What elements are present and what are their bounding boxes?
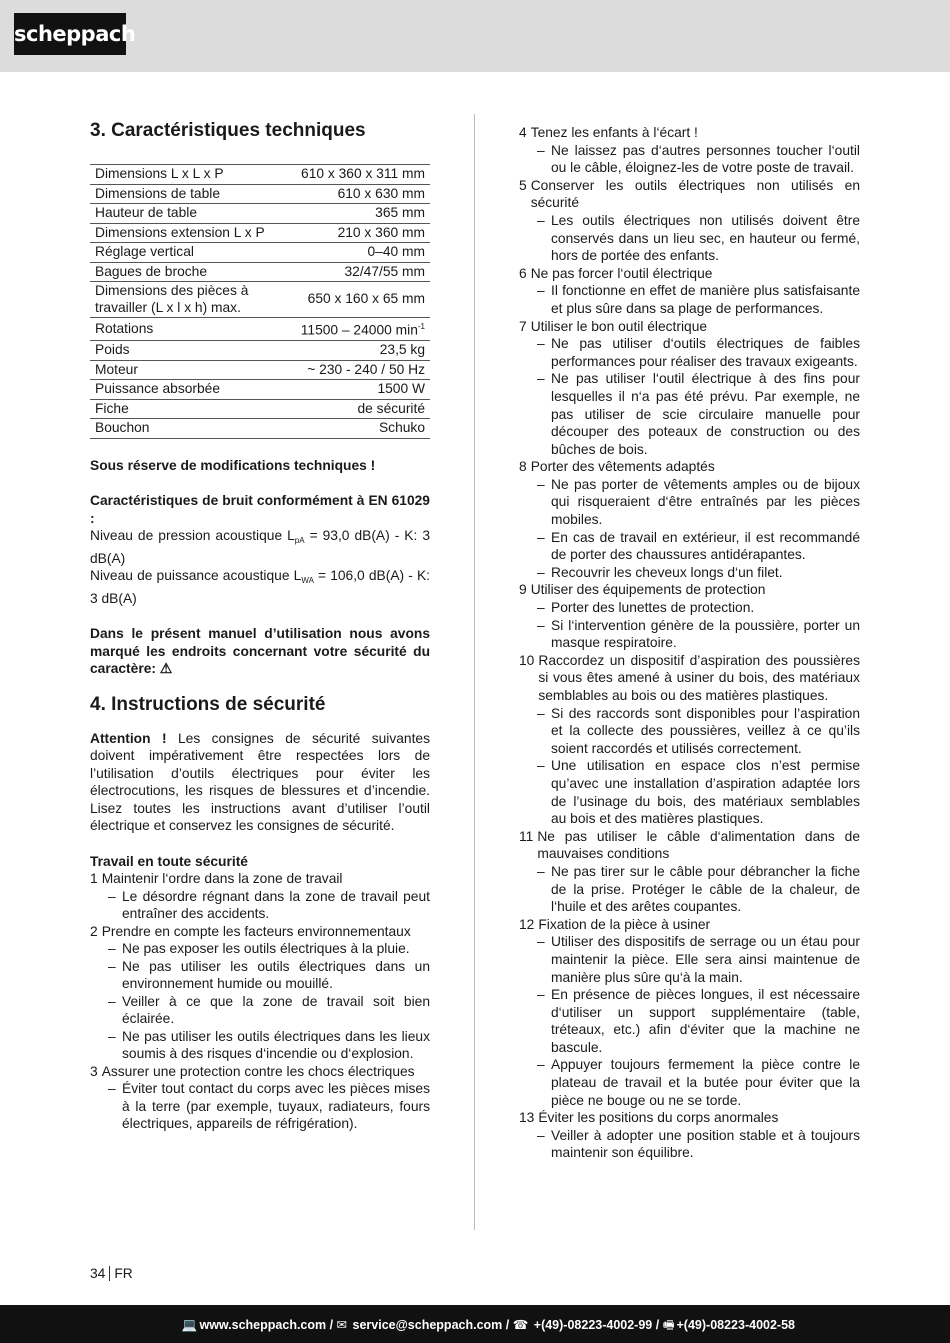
- safety-item: [519, 581, 860, 651]
- column-divider: [474, 114, 475, 1230]
- spec-value: 365 mm: [270, 204, 430, 224]
- item-subpoint: – Les outils électriques non utilisés doivent être conservés dans un lieu sec, en hauteur ou fermé, hors de portée des enfants.: [537, 212, 860, 264]
- spec-value: 650 x 160 x 65 mm: [270, 282, 430, 318]
- item-subpoint: – Utiliser des dispositifs de serrage ou un étau pour maintenir la pièce. Elle sera ainsi maintenue de manière plus sûre qu‘à la main.: [537, 934, 860, 985]
- item-number: 2: [90, 923, 98, 939]
- spec-label: Fiche: [90, 399, 270, 419]
- item-heading: Conserver les outils électriques non utilisés en sécurité: [530, 177, 860, 211]
- spec-label: Réglage vertical: [90, 243, 270, 263]
- spec-label: Dimensions L x L x P: [90, 165, 270, 185]
- spec-value: 1500 W: [270, 380, 430, 400]
- noise-title: Caractéristiques de bruit conformément à EN 61029 :: [90, 493, 430, 526]
- computer-icon: 💻: [181, 1318, 198, 1332]
- spec-label: Rotations: [90, 318, 270, 341]
- attention-paragraph: Attention ! Les consignes de sécurité suivantes doivent impérativement être respectées lors de l’utilisation d’outils électriques pour éviter les électrocutions, les risques de blessures et d’incendie. Lisez toutes les instructions avant d’utiliser l’outil électrique et conservez les consignes de sécurité.: [90, 730, 430, 834]
- safety-item: [519, 265, 860, 318]
- item-subpoint: – Éviter tout contact du corps avec les pièces mises à la terre (par exemple, tuyaux, radiateurs, fours électriques, appareils de réfrigération).: [108, 1081, 430, 1132]
- spec-label: Dimensions extension L x P: [90, 223, 270, 243]
- section-4-title: 4. Instructions de sécurité: [90, 693, 326, 715]
- item-heading: Éviter les positions du corps anormales: [538, 1110, 779, 1126]
- email-link[interactable]: service@scheppach.com: [352, 1318, 503, 1332]
- page-number: 34 FR: [90, 1266, 133, 1281]
- item-subpoint: – Ne pas exposer les outils électriques à la pluie.: [108, 941, 410, 957]
- spec-row: [90, 399, 430, 419]
- email-icon: ✉: [336, 1318, 348, 1332]
- item-heading: Prendre en compte les facteurs environnementaux: [101, 923, 411, 939]
- item-subpoint: – Ne laissez pas d‘autres personnes toucher l‘outil ou le câble, éloignez-les de votre poste de travail.: [537, 142, 860, 176]
- safety-item: [90, 870, 430, 923]
- spec-label: Bagues de broche: [90, 262, 270, 282]
- item-heading: Tenez les enfants à l‘écart !: [530, 125, 698, 140]
- safety-item: [519, 177, 860, 265]
- spec-label: Puissance absorbée: [90, 380, 270, 400]
- work-safety-title: Travail en toute sécurité: [90, 853, 248, 869]
- safety-item: [519, 828, 860, 916]
- specs-table: [90, 164, 430, 439]
- item-subpoint: – Ne pas utiliser l‘outil électrique à des fins pour lesquelles il n‘a pas été prévu. Par exemple, ne pas utiliser de scie circulaire manuelle pour découper des poteaux de construction ou des bûches de bois.: [537, 371, 860, 457]
- item-subpoint: – Le désordre régnant dans la zone de travail peut entraîner des accidents.: [108, 888, 430, 922]
- item-number: 3: [90, 1063, 98, 1079]
- item-number: 5: [519, 177, 527, 193]
- right-column: [519, 124, 860, 1162]
- item-number: 8: [519, 459, 527, 475]
- item-subpoint: – Porter des lunettes de protection.: [537, 600, 755, 616]
- safety-item: [519, 1109, 860, 1162]
- safety-item: [90, 923, 430, 1063]
- spec-value: 23,5 kg: [270, 341, 430, 361]
- item-number: 9: [519, 582, 527, 598]
- spec-row: [90, 204, 430, 224]
- safety-item: [90, 1063, 430, 1133]
- spec-row: [90, 262, 430, 282]
- item-heading: Utiliser des équipements de protection: [530, 582, 766, 598]
- item-heading: Utiliser le bon outil électrique: [530, 318, 708, 334]
- footer-bar: 💻 www.scheppach.com / ✉ service@scheppach.com / ☎ +(49)-08223-4002-99 / 🖷 +(49)-08223-4002-58: [0, 1305, 950, 1343]
- item-heading: Ne pas utiliser le câble d‘alimentation dans de mauvaises conditions: [537, 828, 860, 862]
- item-number: 7: [519, 318, 527, 334]
- spec-value: de sécurité: [270, 399, 430, 419]
- noise-power: Niveau de puissance acoustique $L_{WA} = 106,0$ dB(A) - K: 3 dB(A): [90, 568, 430, 606]
- item-subpoint: – Ne pas tirer sur le câble pour débrancher la fiche de la prise. Protéger le câble de la chaleur, de l‘huile et des arêtes coupantes.: [537, 863, 860, 915]
- reserve-note: Sous réserve de modifications techniques !: [90, 457, 376, 473]
- safety-item: [519, 124, 860, 177]
- phone-icon: ☎: [512, 1318, 529, 1332]
- spec-row: [90, 165, 430, 185]
- spec-value: 610 x 360 x 311 mm: [270, 165, 430, 185]
- item-subpoint: – Si l‘intervention génère de la poussière, porter un masque respiratoire.: [537, 617, 860, 651]
- item-heading: Assurer une protection contre les chocs électriques: [101, 1063, 415, 1079]
- item-subpoint: – Une utilisation en espace clos n’est permise qu’avec une installation d’aspiration adaptée lors de l’usinage du bois, des matériaux semblables au bois et des matières plastiques.: [537, 758, 860, 827]
- spec-row: [90, 318, 430, 341]
- spec-row: [90, 184, 430, 204]
- safety-item: [519, 916, 860, 1110]
- item-subpoint: – En présence de pièces longues, il est nécessaire d‘utiliser un support supplémentaire (table, tréteaux, etc.) afin d‘éviter que la machine ne bascule.: [537, 987, 860, 1055]
- item-subpoint: – Ne pas utiliser les outils électriques dans les lieux soumis à des risques d‘incendie ou d‘explosion.: [108, 1028, 430, 1062]
- item-subpoint: – Il fonctionne en effet de manière plus satisfaisante et plus sûre dans sa plage de performances.: [537, 283, 860, 316]
- item-subpoint: – Appuyer toujours fermement la pièce contre le plateau de travail et la butée pour éviter que la pièce ne bouge ou ne se torde.: [537, 1057, 860, 1108]
- spec-value: Schuko: [270, 419, 430, 439]
- item-heading: Maintenir l‘ordre dans la zone de travail: [101, 871, 343, 887]
- item-subpoint: – Si des raccords sont disponibles pour l’aspiration et la collecte des poussières, veillez à ce qu’ils soient raccordés et utilisés correctement.: [537, 705, 860, 756]
- item-number: 1: [90, 871, 98, 887]
- item-subpoint: – Veiller à adopter une position stable et à toujours maintenir son équilibre.: [537, 1127, 860, 1161]
- spec-row: [90, 380, 430, 400]
- safety-list-left: [90, 870, 430, 1133]
- spec-row: [90, 243, 430, 263]
- spec-label: Hauteur de table: [90, 204, 270, 224]
- safety-item: [519, 318, 860, 459]
- safety-item: [519, 652, 860, 828]
- spec-label: Dimensions des pièces à travailler (L x l x h) max.: [90, 282, 270, 318]
- left-column: [90, 118, 430, 1133]
- header-bar: [0, 0, 950, 72]
- spec-value: 11500 – 24000 $\min^{-1}$: [270, 318, 430, 341]
- spec-value: ~ 230 - 240 / 50 Hz: [270, 360, 430, 380]
- item-heading: Fixation de la pièce à usiner: [538, 916, 711, 932]
- spec-label: Dimensions de table: [90, 184, 270, 204]
- website-link[interactable]: www.scheppach.com: [199, 1318, 327, 1332]
- item-number: 10: [519, 652, 535, 668]
- spec-label: Poids: [90, 341, 270, 361]
- item-subpoint: – Veiller à ce que la zone de travail soit bien éclairée.: [108, 993, 430, 1027]
- safety-symbol-note: Dans le présent manuel d’utilisation nous avons marqué les endroits concernant votre sécurité du caractère: ⚠: [90, 626, 430, 677]
- spec-value: 0–40 mm: [270, 243, 430, 263]
- item-heading: Raccordez un dispositif d’aspiration des poussières si vous êtes amené à usiner du bois, des matériaux semblables au bois ou des matières plastiques.: [538, 652, 860, 703]
- safety-item: [519, 458, 860, 581]
- item-subpoint: – Recouvrir les cheveux longs d‘un filet.: [537, 564, 783, 580]
- noise-pressure: Niveau de pression acoustique $L_{pA} = 93,0$ dB(A) - K: 3 dB(A): [90, 528, 430, 566]
- scheppach-logo: scheppach: [14, 13, 126, 55]
- fax-icon: 🖷: [662, 1318, 675, 1332]
- item-subpoint: – En cas de travail en extérieur, il est recommandé de porter des chaussures antidérapantes.: [537, 529, 860, 563]
- spec-row: [90, 360, 430, 380]
- fax-number: +(49)-08223-4002-58: [676, 1318, 795, 1332]
- spec-row: [90, 419, 430, 439]
- item-number: 4: [519, 125, 527, 140]
- item-number: 13: [519, 1110, 535, 1126]
- item-subpoint: – Ne pas utiliser d‘outils électriques de faibles performances pour réaliser des travaux exigeants.: [537, 336, 860, 369]
- spec-value: 32/47/55 mm: [270, 262, 430, 282]
- item-heading: Ne pas forcer l‘outil électrique: [530, 265, 713, 281]
- spec-value: 610 x 630 mm: [270, 184, 430, 204]
- item-heading: Porter des vêtements adaptés: [530, 459, 715, 475]
- item-subpoint: – Ne pas porter de vêtements amples ou de bijoux qui risqueraient d‘être entraînés par les pièces mobiles.: [537, 476, 860, 528]
- spec-label: Moteur: [90, 360, 270, 380]
- item-number: 12: [519, 916, 535, 932]
- spec-row: [90, 282, 430, 318]
- spec-label: Bouchon: [90, 419, 270, 439]
- item-number: 6: [519, 265, 527, 281]
- item-number: 11: [519, 828, 534, 844]
- section-3-title: 3. Caractéristiques techniques: [90, 120, 366, 141]
- safety-list-right: [519, 124, 860, 1162]
- spec-value: 210 x 360 mm: [270, 223, 430, 243]
- spec-row: [90, 223, 430, 243]
- phone-number: +(49)-08223-4002-99: [533, 1318, 653, 1332]
- spec-row: [90, 341, 430, 361]
- item-subpoint: – Ne pas utiliser les outils électriques dans un environnement humide ou mouillé.: [108, 958, 430, 992]
